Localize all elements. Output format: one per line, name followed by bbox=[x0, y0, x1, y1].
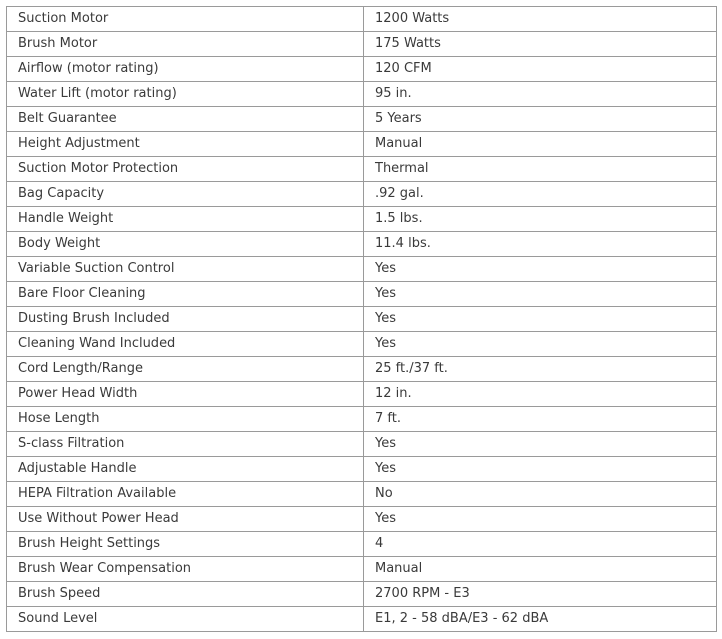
table-row bbox=[7, 582, 717, 607]
spec-value: Yes bbox=[364, 507, 717, 532]
table-row bbox=[7, 207, 717, 232]
spec-label: Bare Floor Cleaning bbox=[7, 282, 364, 307]
spec-label: Handle Weight bbox=[7, 207, 364, 232]
spec-value: 175 Watts bbox=[364, 32, 717, 57]
spec-value: 25 ft./37 ft. bbox=[364, 357, 717, 382]
table-row bbox=[7, 32, 717, 57]
table-row bbox=[7, 407, 717, 432]
table-row bbox=[7, 557, 717, 582]
spec-label: Brush Speed bbox=[7, 582, 364, 607]
spec-value: Manual bbox=[364, 132, 717, 157]
table-row bbox=[7, 7, 717, 32]
table-row bbox=[7, 532, 717, 557]
table-row bbox=[7, 57, 717, 82]
spec-label: Bag Capacity bbox=[7, 182, 364, 207]
spec-value: 4 bbox=[364, 532, 717, 557]
spec-value: Yes bbox=[364, 457, 717, 482]
spec-label: Height Adjustment bbox=[7, 132, 364, 157]
spec-value: 11.4 lbs. bbox=[364, 232, 717, 257]
spec-value: 2700 RPM - E3 bbox=[364, 582, 717, 607]
table-row bbox=[7, 357, 717, 382]
spec-value: Yes bbox=[364, 307, 717, 332]
spec-label: Cord Length/Range bbox=[7, 357, 364, 382]
spec-label: Belt Guarantee bbox=[7, 107, 364, 132]
table-row bbox=[7, 607, 717, 632]
spec-label: Brush Height Settings bbox=[7, 532, 364, 557]
spec-value: E1, 2 - 58 dBA/E3 - 62 dBA bbox=[364, 607, 717, 632]
spec-value: 1.5 lbs. bbox=[364, 207, 717, 232]
spec-value: Thermal bbox=[364, 157, 717, 182]
spec-value: No bbox=[364, 482, 717, 507]
spec-value: 1200 Watts bbox=[364, 7, 717, 32]
spec-value: Yes bbox=[364, 257, 717, 282]
spec-label: Suction Motor bbox=[7, 7, 364, 32]
spec-label: Brush Motor bbox=[7, 32, 364, 57]
table-row bbox=[7, 282, 717, 307]
table-row bbox=[7, 132, 717, 157]
table-row bbox=[7, 182, 717, 207]
spec-label: Sound Level bbox=[7, 607, 364, 632]
table-row bbox=[7, 157, 717, 182]
spec-value: Yes bbox=[364, 332, 717, 357]
table-row bbox=[7, 432, 717, 457]
table-row bbox=[7, 382, 717, 407]
spec-label: Cleaning Wand Included bbox=[7, 332, 364, 357]
spec-label: Dusting Brush Included bbox=[7, 307, 364, 332]
table-row bbox=[7, 307, 717, 332]
table-row bbox=[7, 507, 717, 532]
spec-label: Variable Suction Control bbox=[7, 257, 364, 282]
spec-label: Airflow (motor rating) bbox=[7, 57, 364, 82]
spec-label: Use Without Power Head bbox=[7, 507, 364, 532]
specifications-table bbox=[6, 6, 717, 632]
spec-value: .92 gal. bbox=[364, 182, 717, 207]
table-row bbox=[7, 232, 717, 257]
spec-value: Manual bbox=[364, 557, 717, 582]
spec-label: Hose Length bbox=[7, 407, 364, 432]
spec-label: Brush Wear Compensation bbox=[7, 557, 364, 582]
spec-label: HEPA Filtration Available bbox=[7, 482, 364, 507]
spec-label: Suction Motor Protection bbox=[7, 157, 364, 182]
table-row bbox=[7, 332, 717, 357]
table-row bbox=[7, 82, 717, 107]
table-row bbox=[7, 257, 717, 282]
spec-value: 120 CFM bbox=[364, 57, 717, 82]
spec-label: Power Head Width bbox=[7, 382, 364, 407]
table-row bbox=[7, 107, 717, 132]
spec-label: Water Lift (motor rating) bbox=[7, 82, 364, 107]
table-row bbox=[7, 482, 717, 507]
spec-value: 5 Years bbox=[364, 107, 717, 132]
table-row bbox=[7, 457, 717, 482]
spec-value: 12 in. bbox=[364, 382, 717, 407]
spec-label: Body Weight bbox=[7, 232, 364, 257]
spec-value: Yes bbox=[364, 432, 717, 457]
spec-label: S-class Filtration bbox=[7, 432, 364, 457]
spec-value: 95 in. bbox=[364, 82, 717, 107]
spec-value: Yes bbox=[364, 282, 717, 307]
spec-label: Adjustable Handle bbox=[7, 457, 364, 482]
spec-value: 7 ft. bbox=[364, 407, 717, 432]
